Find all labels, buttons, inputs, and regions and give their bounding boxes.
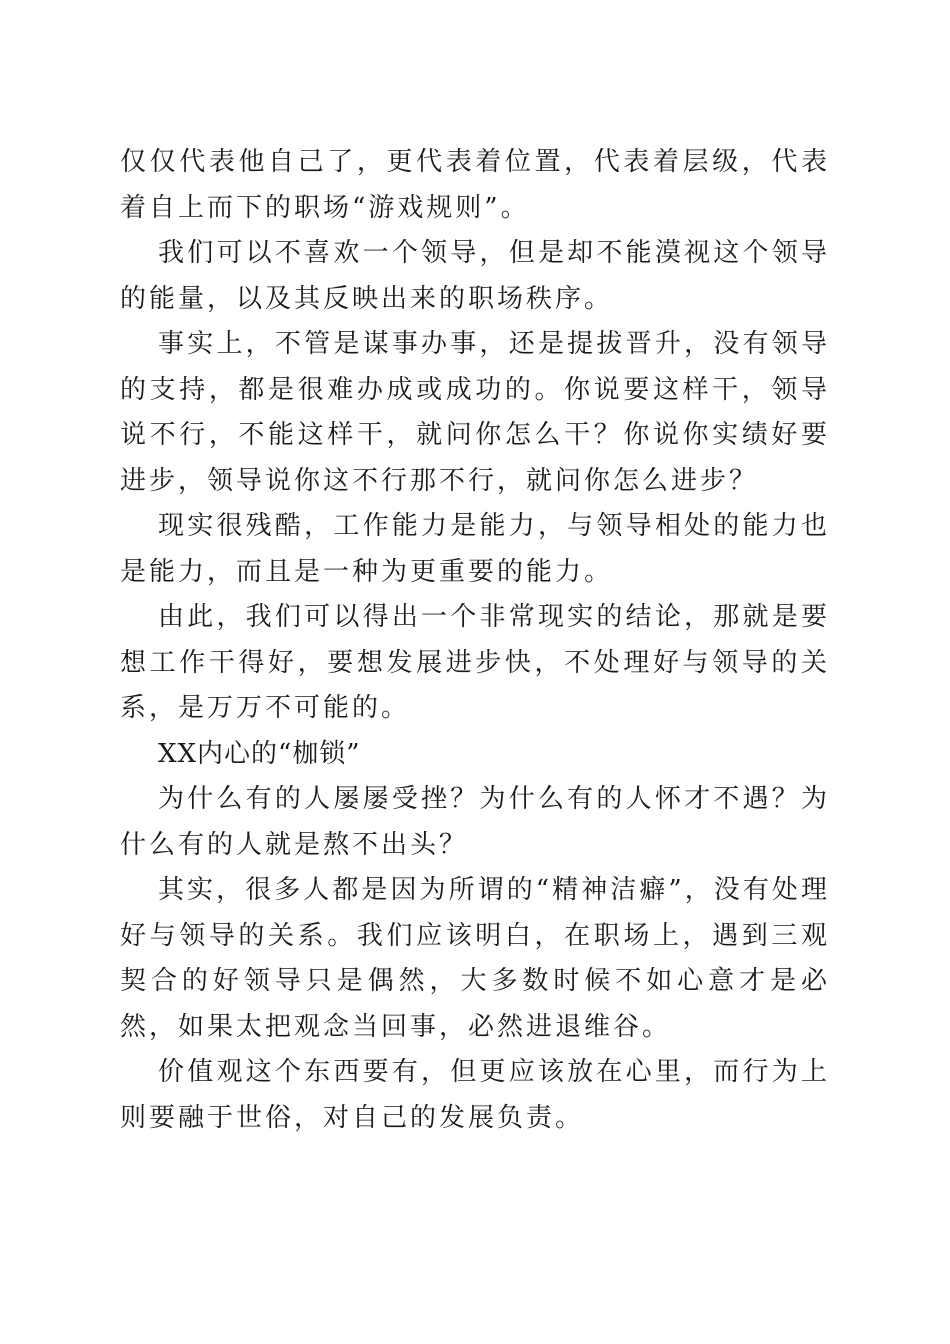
paragraph: 为什么有的人屡屡受挫？为什么有的人怀才不遇？为什么有的人就是熬不出头？: [120, 784, 830, 860]
section-heading: XX内心的“枷锁”: [158, 738, 361, 769]
paragraph: 现实很残酷，工作能力是能力，与领导相处的能力也是能力，而且是一种为更重要的能力。: [120, 511, 830, 587]
paragraph: 我们可以不喜欢一个领导，但是却不能漠视这个领导的能量，以及其反映出来的职场秩序。: [120, 238, 830, 314]
paragraph-continued: 仅仅代表他自己了，更代表着位置，代表着层级，代表着自上而下的职场“游戏规则”。: [120, 147, 830, 223]
paragraph: 事实上，不管是谋事办事，还是提拔晋升，没有领导的支持，都是很难办成或成功的。你说要这样干，领导说不行，不能这样干，就问你怎么干？你说你实绩好要进步，领导说你这不行那不行，就问你怎么进步？: [120, 329, 830, 496]
paragraph: 由此，我们可以得出一个非常现实的结论，那就是要想工作干得好，要想发展进步快，不处理好与领导的关系，是万万不可能的。: [120, 602, 830, 723]
paragraph: 价值观这个东西要有，但更应该放在心里，而行为上则要融于世俗，对自己的发展负责。: [120, 1057, 830, 1133]
document-body: [120, 140, 830, 1141]
paragraph: 其实，很多人都是因为所谓的“精神洁癖”，没有处理好与领导的关系。我们应该明白，在职场上，遇到三观契合的好领导只是偶然，大多数时候不如心意才是必然，如果太把观念当回事，必然进退维谷。: [120, 875, 830, 1042]
